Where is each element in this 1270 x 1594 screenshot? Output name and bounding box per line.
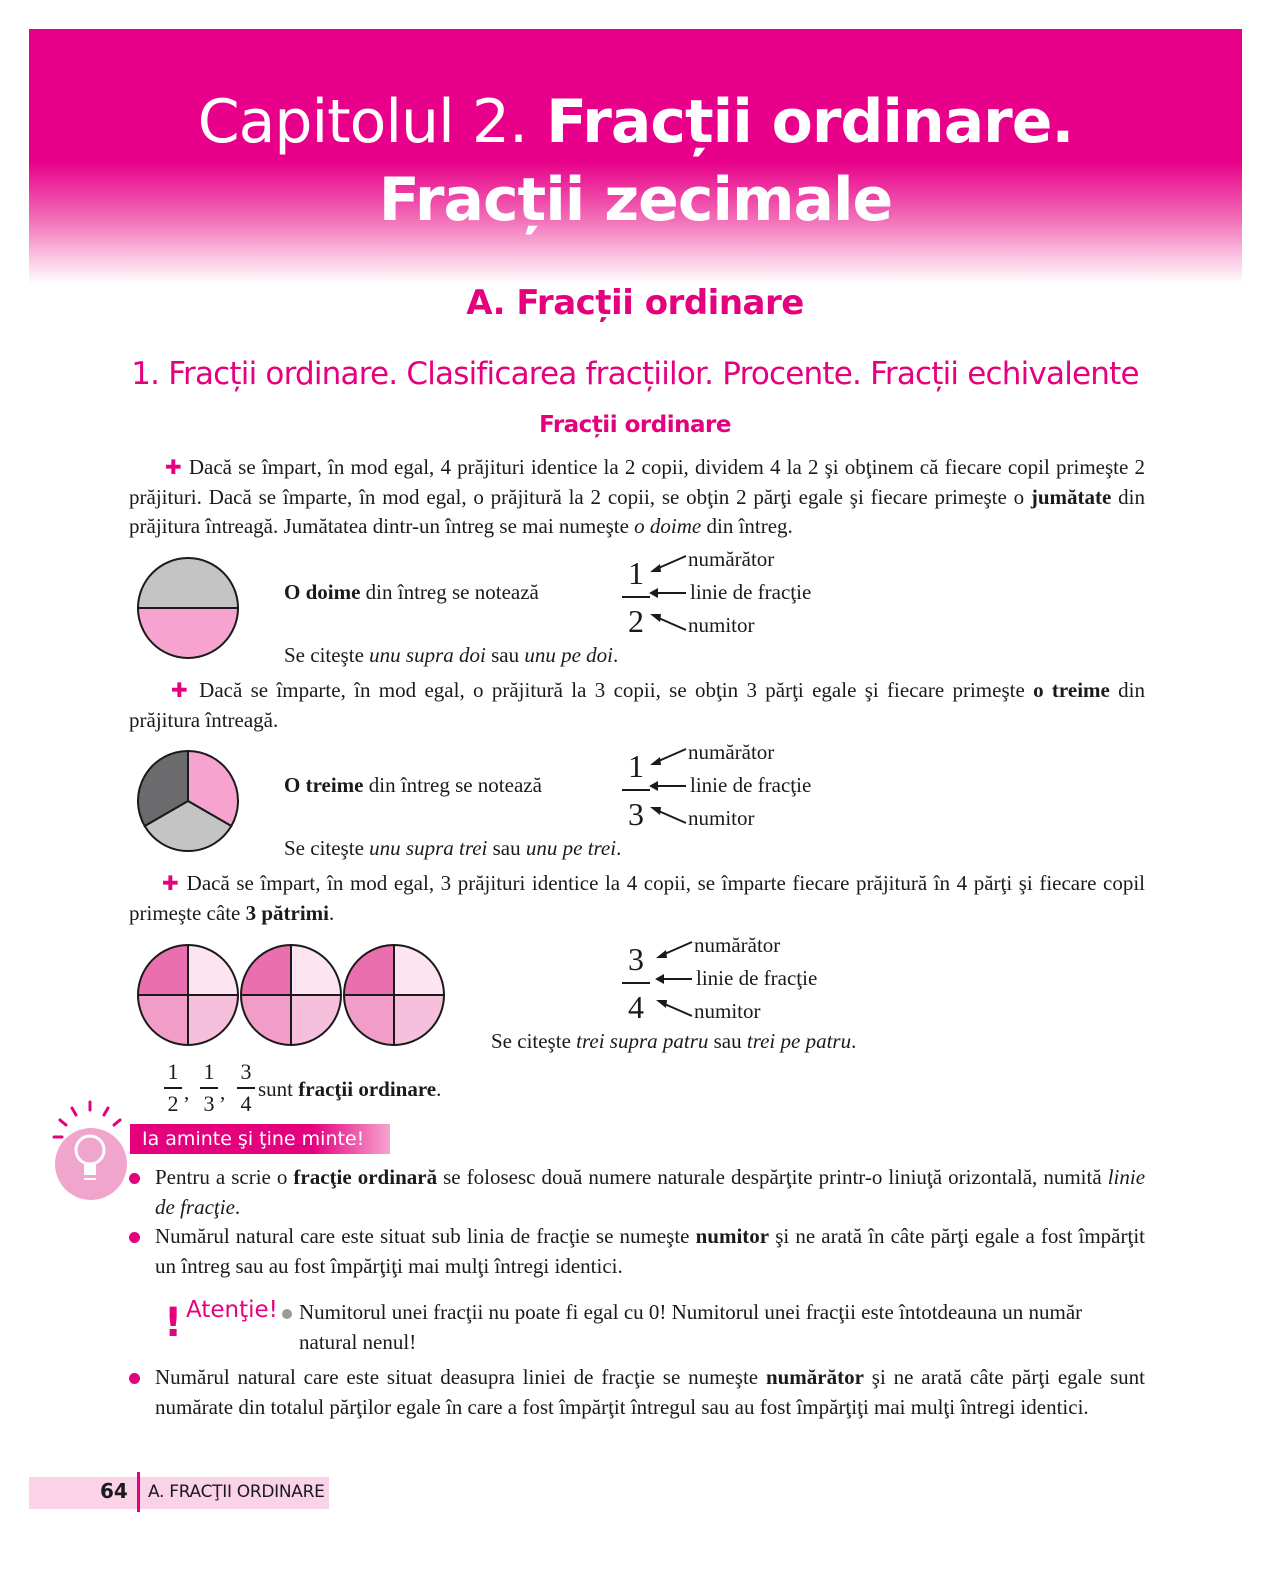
summary-fraction-third: 1 3 <box>200 1060 218 1116</box>
comma: , <box>184 1080 190 1104</box>
denominator-digit: 2 <box>628 603 644 639</box>
numerator-digit: 1 <box>628 555 644 591</box>
label-denominator: numitor <box>688 806 755 830</box>
lesson-title: 1. Fracții ordinare. Clasificarea fracțiilor. Procente. Fracții echivalente <box>131 356 1139 392</box>
half-pie-bottom-slice <box>138 608 238 658</box>
summary-fraction-three-quarters: 3 4 <box>237 1060 255 1116</box>
quarter-pie-1 <box>138 945 238 1045</box>
rule-fraction-line: Pentru a scrie o fracţie ordinară se folosesc două numere naturale despărţite printr-o liniuţă orizontală, numită linie de fracţie. <box>155 1165 1146 1219</box>
footer-divider <box>137 1472 140 1512</box>
bullet-icon <box>129 1373 140 1384</box>
quarter-label-arrows <box>652 934 698 1024</box>
attention-text: Numitorul unei fracţii nu poate fi egal cu 0! Numitorul unei fracţii este întotdeauna un număr natural nenul! <box>299 1300 1083 1354</box>
third-pie-figure <box>137 750 239 852</box>
quarter-pie-3 <box>344 945 444 1045</box>
chapter-prefix: Capitolul 2. <box>197 87 528 157</box>
chapter-title-line1 <box>29 87 1242 157</box>
numerator-digit: 1 <box>628 748 644 784</box>
chapter-title-line2 <box>29 165 1242 235</box>
comma: , <box>220 1080 226 1104</box>
rule-numerator: Numărul natural care este situat deasupra liniei de fracţie se numeşte numărător şi ne arată câte părţi egale sunt numărate din totalul părţilor egale în care a fost împărţit întregul sau au fost împărţiţi mai mulţi întregi identici. <box>155 1365 1145 1419</box>
paragraph-quarters: ✚ Dacă se împart, în mod egal, 3 prăjituri identice la 4 copii, se împarte fiecare prăjitură în 4 părţi şi fiecare copil primeşte câte 3 pătrimi. <box>129 871 1145 925</box>
half-reading: Se citeşte unu supra doi sau unu pe doi. <box>284 643 619 667</box>
quarter-pies-figure <box>137 944 447 1046</box>
label-fraction-line: linie de fracţie <box>690 773 812 797</box>
half-label-arrows <box>646 548 692 638</box>
section-title: A. Fracții ordinare <box>466 283 804 323</box>
half-pie-figure <box>137 558 239 660</box>
third-label-arrows <box>646 741 692 831</box>
label-numerator: numărător <box>688 547 775 571</box>
lesson-subtitle: Fracții ordinare <box>539 412 731 438</box>
third-reading: Se citeşte unu supra trei sau unu pe trei. <box>284 836 622 860</box>
label-fraction-line: linie de fracţie <box>690 580 812 604</box>
bullet-icon <box>129 1173 140 1184</box>
denominator-digit: 4 <box>628 989 644 1025</box>
chapter-title-part1: Fracții ordinare. <box>546 87 1074 157</box>
numerator-digit: 3 <box>628 941 644 977</box>
quarter-pie-2 <box>241 945 341 1045</box>
paragraph-halves: ✚ Dacă se împart, în mod egal, 4 prăjituri identice la 2 copii, dividem 4 la 2 şi obţinem că fiecare copil primeşte 2 prăjituri. Dacă se împarte, în mod egal, o prăjitură la 2 copii, se obţin 2 părţi egale şi fiecare primeşte o jumătate din prăjitura întreagă. Jumătatea dintr-un întreg se mai numeşte o doime din întreg. <box>129 455 1145 538</box>
chapter-banner <box>29 29 1242 284</box>
plus-icon: ✚ <box>162 871 181 895</box>
denominator-digit: 3 <box>628 796 644 832</box>
label-fraction-line: linie de fracţie <box>696 966 818 990</box>
lightbulb-icon <box>52 1100 138 1204</box>
paragraph-thirds: ✚ Dacă se împarte, în mod egal, o prăjitură la 3 copii, se obţin 3 părţi egale şi fiecare primeşte o treime din prăjitura întreagă. <box>129 678 1146 732</box>
bullet-icon <box>282 1309 292 1319</box>
exclamation-icon: ! <box>164 1300 183 1346</box>
page-number: 64 <box>100 1479 128 1503</box>
bullet-icon <box>129 1232 140 1243</box>
rule-denominator: Numărul natural care este situat sub linia de fracţie se numeşte numitor şi ne arată în câte părţi egale a fost împărţit un întreg sau au fost împărţiţi mai mulţi întregi identici. <box>155 1224 1146 1278</box>
label-denominator: numitor <box>694 999 761 1023</box>
summary-fraction-half: 1 2 <box>164 1060 182 1116</box>
half-notation-text: O doime din întreg se notează <box>284 580 539 604</box>
fraction-three-quarters <box>622 941 650 1025</box>
summary-text: sunt fracţii ordinare. <box>258 1077 442 1101</box>
fraction-bar <box>622 982 650 984</box>
label-denominator: numitor <box>688 613 755 637</box>
plus-icon: ✚ <box>165 455 183 479</box>
label-numerator: numărător <box>694 933 781 957</box>
remember-banner: Ia aminte şi ţine minte! <box>130 1124 390 1154</box>
footer-section-title: A. FRACŢII ORDINARE <box>148 1482 325 1502</box>
third-notation-text: O treime din întreg se notează <box>284 773 542 797</box>
quarter-reading: Se citeşte trei supra patru sau trei pe patru. <box>491 1029 857 1053</box>
attention-label: Atenţie! <box>186 1297 278 1323</box>
plus-icon: ✚ <box>171 678 191 702</box>
label-numerator: numărător <box>688 740 775 764</box>
half-pie-top-slice <box>138 558 238 608</box>
chapter-title-part2: Fracții zecimale <box>378 165 893 235</box>
